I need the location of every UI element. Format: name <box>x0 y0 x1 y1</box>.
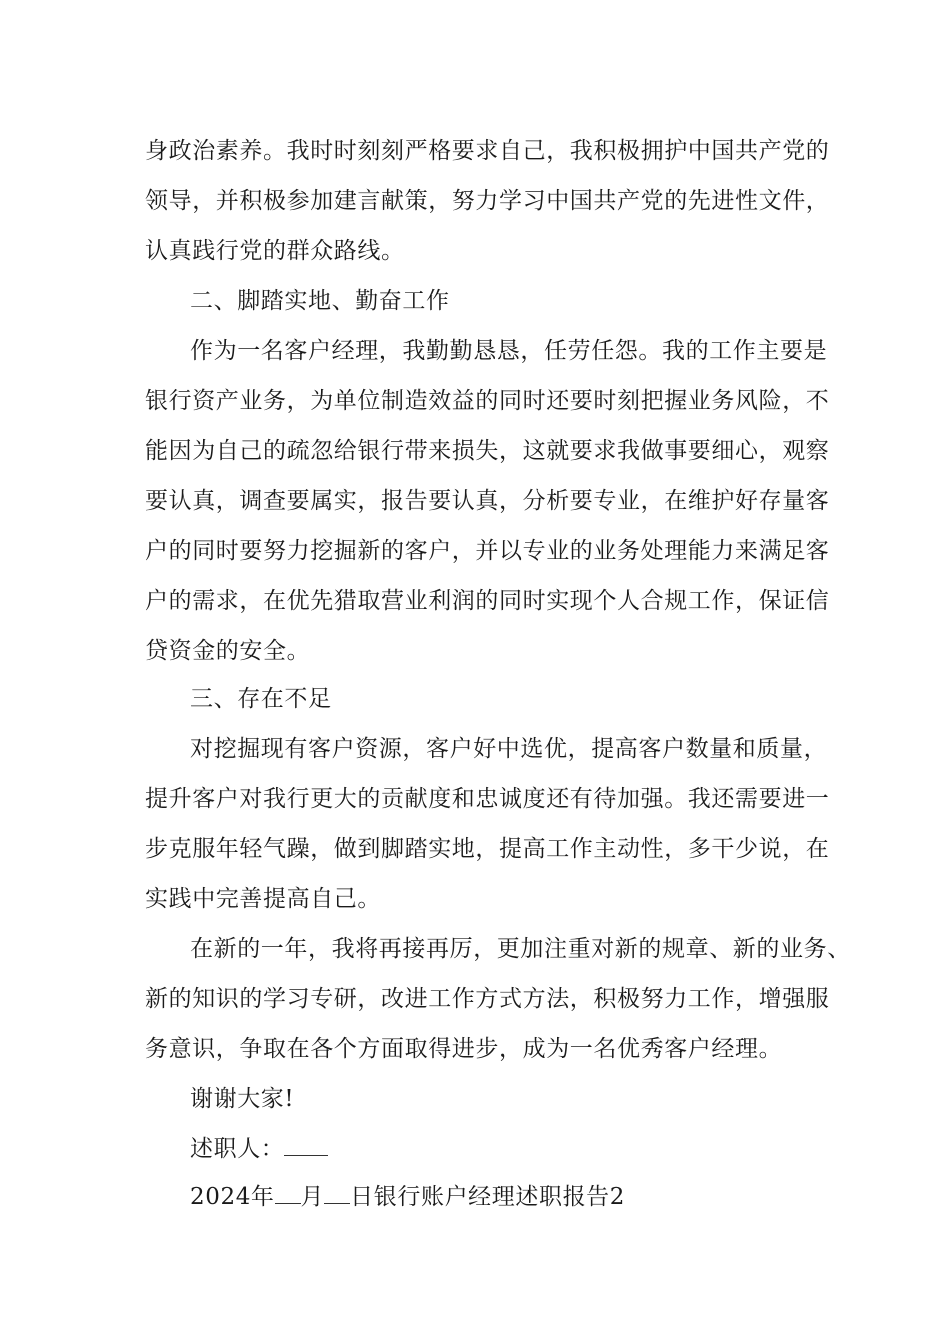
next-report-title: 银行账户经理述职报告2 <box>373 1184 625 1210</box>
paragraph-line: 在新的一年，我将再接再厉，更加注重对新的规章、新的业务、 <box>190 936 851 962</box>
paragraph-line: 领导，并积极参加建言献策，努力学习中国共产党的先进性文件， <box>145 188 830 214</box>
section-heading: 二、脚踏实地、勤奋工作 <box>190 288 450 314</box>
paragraph-line: 户的同时要努力挖掘新的客户，并以专业的业务处理能力来满足客 <box>145 538 830 564</box>
date-year: 2024年 <box>190 1184 275 1210</box>
date-title-line <box>190 1182 625 1212</box>
paragraph-line: 要认真，调查要属实，报告要认真，分析要专业，在维护好存量客 <box>145 488 830 514</box>
date-day-label: 日 <box>350 1184 374 1210</box>
paragraph-line: 身政治素养。我时时刻刻严格要求自己，我积极拥护中国共产党的 <box>145 138 830 164</box>
section-heading: 三、存在不足 <box>190 686 332 712</box>
paragraph-line: 作为一名客户经理，我勤勤恳恳，任劳任怨。我的工作主要是 <box>190 338 828 364</box>
paragraph-line: 贷资金的安全。 <box>145 638 311 664</box>
month-blank <box>275 1183 301 1204</box>
paragraph-line: 户的需求，在优先猎取营业利润的同时实现个人合规工作，保证信 <box>145 588 830 614</box>
signature-line <box>190 1134 328 1164</box>
day-blank <box>324 1183 350 1204</box>
paragraph-line: 认真践行党的群众路线。 <box>145 238 405 264</box>
paragraph-line: 提升客户对我行更大的贡献度和忠诚度还有待加强。我还需要进一 <box>145 786 830 812</box>
signature-label: 述职人： <box>190 1136 285 1162</box>
paragraph-line: 银行资产业务，为单位制造效益的同时还要时刻把握业务风险，不 <box>145 388 830 414</box>
paragraph-line: 对挖掘现有客户资源，客户好中选优，提高客户数量和质量， <box>190 736 828 762</box>
paragraph-line: 务意识，争取在各个方面取得进步，成为一名优秀客户经理。 <box>145 1036 783 1062</box>
paragraph-line: 新的知识的学习专研，改进工作方式方法，积极努力工作，增强服 <box>145 986 830 1012</box>
signature-blank <box>284 1135 328 1156</box>
paragraph-line: 实践中完善提高自己。 <box>145 886 381 912</box>
paragraph-line: 能因为自己的疏忽给银行带来损失，这就要求我做事要细心，观察 <box>145 438 830 464</box>
closing-thanks: 谢谢大家! <box>190 1086 295 1112</box>
paragraph-line: 步克服年轻气躁，做到脚踏实地，提高工作主动性，多干少说，在 <box>145 836 830 862</box>
date-month-label: 月 <box>300 1184 325 1210</box>
